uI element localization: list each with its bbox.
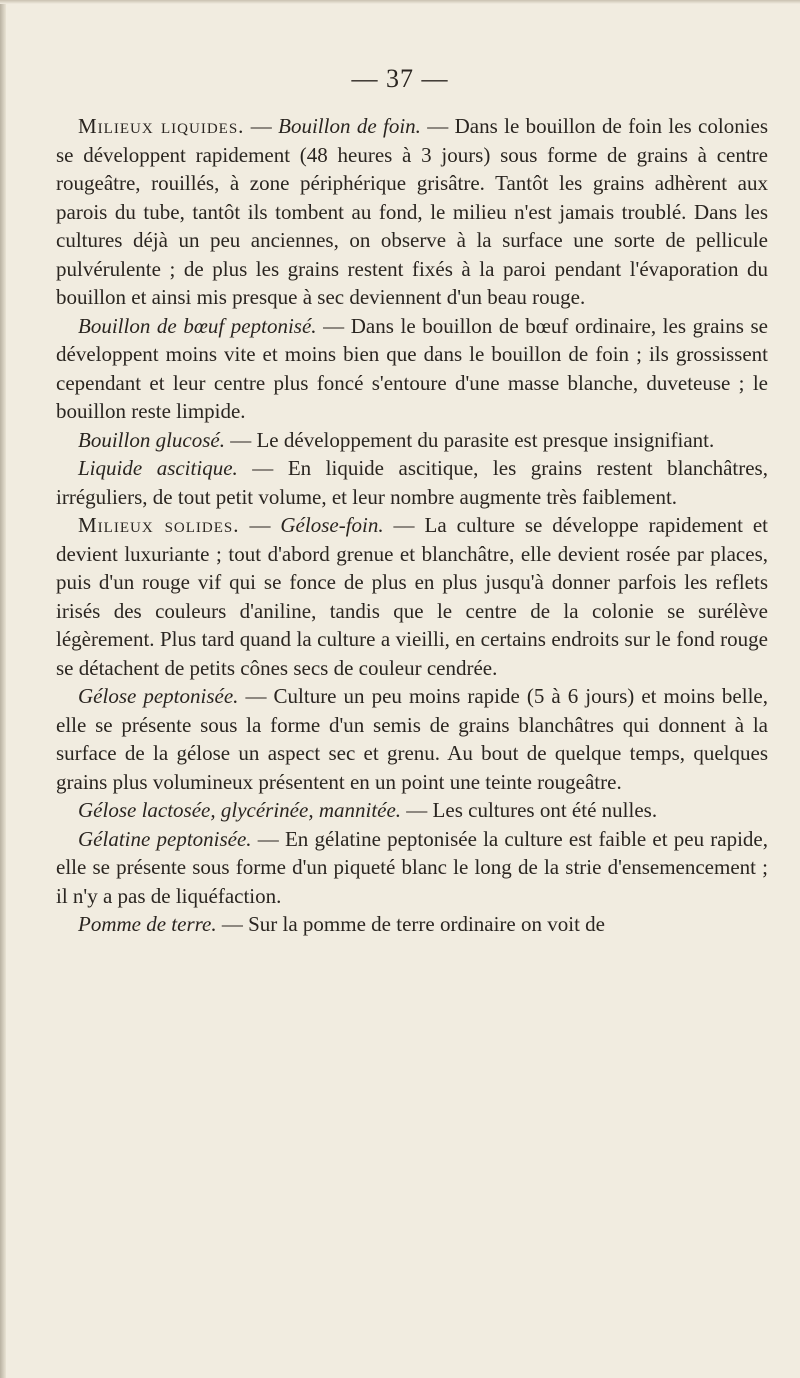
paragraph-bouillon-boeuf: [56, 312, 768, 426]
separator: —: [238, 684, 274, 708]
paragraph-text: Le développement du parasite est presque insignifiant.: [256, 427, 715, 452]
paragraph-gelose-peptonisee: [56, 682, 768, 796]
paragraph-text: En liquide ascitique, les grains restent blanchâtres, irréguliers, de tout petit volume, et leur nombre augmente très faiblement.: [56, 456, 768, 509]
paragraph-text: Culture un peu moins rapide (5 à 6 jours) et moins belle, elle se présente sous la forme d'un semis de grains blanchâtres qui donnent à la surface de la gélose un aspect sec et grenu. Au bout de quelque temps, quelques grains plus volumineux présentent en un point une teinte rougeâtre.: [56, 684, 768, 794]
paragraph-liquide-ascitique: [56, 454, 768, 511]
paragraph-subheading: Gélose-foin.: [280, 513, 384, 537]
paragraph-gelatine-peptonisee: [56, 825, 768, 911]
page-edge-shadow: [0, 0, 6, 1378]
body-text: [56, 112, 768, 939]
separator: —: [216, 912, 249, 936]
paragraph-subheading: Gélose peptonisée.: [78, 684, 239, 708]
separator: —: [401, 798, 433, 822]
paragraph-subheading: Gélatine peptonisée.: [78, 826, 252, 851]
paragraph-subheading: Liquide ascitique.: [78, 456, 238, 480]
page-number: — 37 —: [351, 64, 449, 93]
paragraph-text: Dans le bouillon de foin les colonies se développent rapidement (48 heures à 3 jours) sous forme de grains à centre rougeâtre, rouillés, à zone périphérique grisâtre. Tantôt les grains adhèrent aux parois du tube, tantôt ils tombent au fond, le milieu n'est jamais troublé. Dans les cultures déjà un peu anciennes, on observe à la surface une sorte de pellicule pulvérulente ; de plus les grains restent fixés à la paroi pendant l'évaporation du bouillon et ainsi mis presque à sec deviennent d'un beau rouge.: [56, 114, 769, 309]
separator: —: [251, 826, 285, 851]
separator: —: [383, 513, 425, 537]
paragraph-bouillon-glucose: [56, 426, 768, 455]
paragraph-subheading: Gélose lactosée, glycérinée, mannitée.: [78, 798, 402, 822]
separator: —: [224, 427, 257, 452]
paragraph-gelose-lactosee: [56, 796, 768, 825]
page-top-shadow: [0, 0, 800, 4]
paragraph-subheading: Bouillon de bœuf peptonisé.: [78, 313, 317, 338]
paragraph-text: La culture se développe rapidement et devient luxuriante ; tout d'abord grenue et blanchâtre, elle devient rosée par places, puis d'un rouge vif qui se fonce de plus en plus jusqu'à donner parfois les reflets irisés des couleurs d'aniline, tandis que le centre de la colonie se surélève légèrement. Plus tard quand la culture a vieilli, en certains endroits sur le fond rouge se détachent de petits cônes secs de couleur cendrée.: [56, 513, 769, 680]
separator: —: [237, 456, 288, 480]
section-heading: Milieux liquides.: [78, 114, 245, 138]
paragraph-text: Sur la pomme de terre ordinaire on voit de: [248, 912, 605, 936]
separator: —: [244, 114, 279, 138]
paragraph-text: Les cultures ont été nulles.: [432, 798, 658, 822]
paragraph-subheading: Pomme de terre.: [78, 912, 217, 936]
paragraph-pomme-de-terre: [56, 910, 768, 939]
section-heading: Milieux solides.: [78, 513, 240, 537]
paragraph-text: En gélatine peptonisée la culture est faible et peu rapide, elle se présente sous forme d'un piqueté blanc le long de la strie d'ensemencement ; il n'y a pas de liquéfaction.: [56, 826, 768, 908]
paragraph-subheading: Bouillon de foin.: [278, 114, 421, 138]
paragraph-milieux-liquides: [56, 112, 768, 312]
paragraph-subheading: Bouillon glucosé.: [78, 427, 225, 452]
paragraph-milieux-solides: [56, 511, 768, 682]
separator: —: [420, 114, 455, 138]
paragraph-text: Dans le bouillon de bœuf ordinaire, les grains se développent moins vite et moins bien que dans le bouillon de foin ; ils grossissent cependant et leur centre plus foncé s'entoure d'une masse blanche, duveteuse ; le bouillon reste limpide.: [56, 313, 768, 423]
separator: —: [316, 313, 351, 338]
separator: —: [239, 513, 281, 537]
